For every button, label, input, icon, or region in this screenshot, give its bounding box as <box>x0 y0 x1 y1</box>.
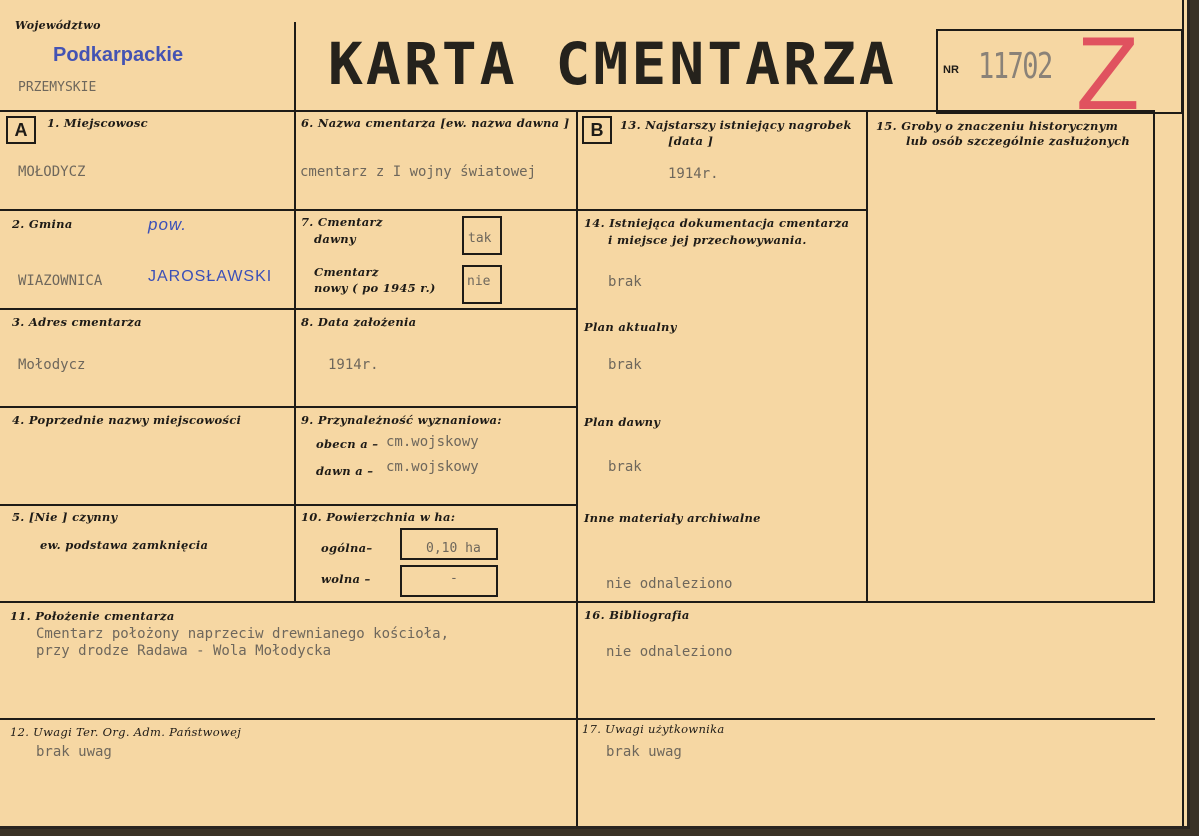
divider <box>1153 110 1155 602</box>
field-3-label: 3. Adres cmentarza <box>12 315 142 329</box>
field-13-label-2: [data ] <box>668 134 714 148</box>
field-14-label-2: i miejsce jej przechowywania. <box>608 233 807 247</box>
field-9-current-label: obecn a – <box>316 437 379 451</box>
nr-box <box>936 29 1183 114</box>
field-13-value: 1914r. <box>668 166 719 182</box>
field-11-value-line1: Cmentarz położony naprzeciw drewnianego kościoła, <box>36 626 450 642</box>
field-7-new-label: Cmentarz <box>314 265 379 279</box>
field-10-total-value: 0,10 ha <box>426 541 481 556</box>
field-3-value: Mołodycz <box>18 357 86 373</box>
field-15-label-2: lub osób szczególnie zasłużonych <box>906 134 1131 148</box>
field-17-label: 17. Uwagi użytkownika <box>582 722 725 736</box>
other-materials-label: Inne materiały archiwalne <box>584 511 761 525</box>
field-16-value: nie odnaleziono <box>606 644 733 660</box>
card-number: 11702 <box>978 46 1052 87</box>
nr-label: NR <box>943 64 959 76</box>
wojewodztwo-label: Województwo <box>15 19 101 32</box>
field-14-label: 14. Istniejąca dokumentacja cmentarza <box>584 216 850 230</box>
plan-current-value: brak <box>608 357 642 373</box>
field-12-value: brak uwag <box>36 744 112 760</box>
field-7-old-label: 7. Cmentarz <box>301 215 383 229</box>
field-10-label: 10. Powierzchnia w ha: <box>301 510 456 524</box>
field-6-label: 6. Nazwa cmentarza [ew. nazwa dawna ] <box>301 116 570 130</box>
divider <box>1182 0 1184 826</box>
section-b-marker: B <box>582 116 612 144</box>
field-1-value: MOŁODYCZ <box>18 164 86 180</box>
field-14-value: brak <box>608 274 642 290</box>
pow-handwritten-value: JAROSŁAWSKI <box>148 268 273 285</box>
divider <box>0 406 578 408</box>
field-13-label: 13. Najstarszy istniejący nagrobek <box>620 118 852 132</box>
section-a-marker: A <box>6 116 36 144</box>
field-4-label: 4. Poprzednie nazwy miejscowości <box>12 413 242 427</box>
field-17-value: brak uwag <box>606 744 682 760</box>
field-10-free-value: - <box>450 571 458 586</box>
field-5-label: 5. [Nie ] czynny <box>12 510 118 524</box>
divider <box>294 22 296 602</box>
field-10-free-box <box>400 565 498 597</box>
field-11-value-line2: przy drodze Radawa - Wola Mołodycka <box>36 643 332 659</box>
divider <box>576 110 578 826</box>
category-mark: Z <box>1076 16 1140 132</box>
field-2-value: WIAZOWNICA <box>18 273 103 289</box>
field-11-label: 11. Położenie cmentarza <box>10 609 175 623</box>
field-12-label: 12. Uwagi Ter. Org. Adm. Państwowej <box>10 725 242 739</box>
field-1-label: 1. Miejscowosc <box>47 116 148 130</box>
divider <box>0 504 578 506</box>
plan-current-label: Plan aktualny <box>584 320 677 334</box>
field-7-new-label-2: nowy ( po 1945 r.) <box>314 281 436 295</box>
field-10-free-label: wolna – <box>321 572 371 586</box>
field-15-label: 15. Groby o znaczeniu historycznym <box>876 119 1119 133</box>
divider <box>0 308 578 310</box>
field-9-former-label: dawn a – <box>316 464 374 478</box>
field-5-sublabel: ew. podstawa zamknięcia <box>40 538 209 552</box>
field-2-label: 2. Gmina <box>12 217 73 231</box>
field-9-current-value: cm.wojskowy <box>386 434 479 450</box>
other-materials-value: nie odnaleziono <box>606 576 733 592</box>
divider <box>0 209 867 211</box>
field-7-new-value: nie <box>467 274 491 289</box>
divider <box>866 110 868 602</box>
field-8-label: 8. Data założenia <box>301 315 417 329</box>
field-10-total-label: ogólna– <box>321 541 373 555</box>
wojewodztwo-stamp: Podkarpackie <box>53 44 184 66</box>
field-8-value: 1914r. <box>328 357 379 373</box>
field-6-value: cmentarz z I wojny światowej <box>300 164 537 180</box>
field-7-old-label-2: dawny <box>314 232 356 246</box>
card-title: KARTA CMENTARZA <box>328 30 897 98</box>
field-9-former-value: cm.wojskowy <box>386 459 479 475</box>
field-7-old-value: tak <box>468 231 492 246</box>
plan-former-value: brak <box>608 459 642 475</box>
wojewodztwo-old-value: PRZEMYSKIE <box>18 80 97 95</box>
field-16-label: 16. Bibliografia <box>584 608 690 622</box>
pow-handwritten-label: pow. <box>148 215 187 234</box>
plan-former-label: Plan dawny <box>584 415 661 429</box>
field-9-label: 9. Przynależność wyznaniowa: <box>301 413 502 427</box>
